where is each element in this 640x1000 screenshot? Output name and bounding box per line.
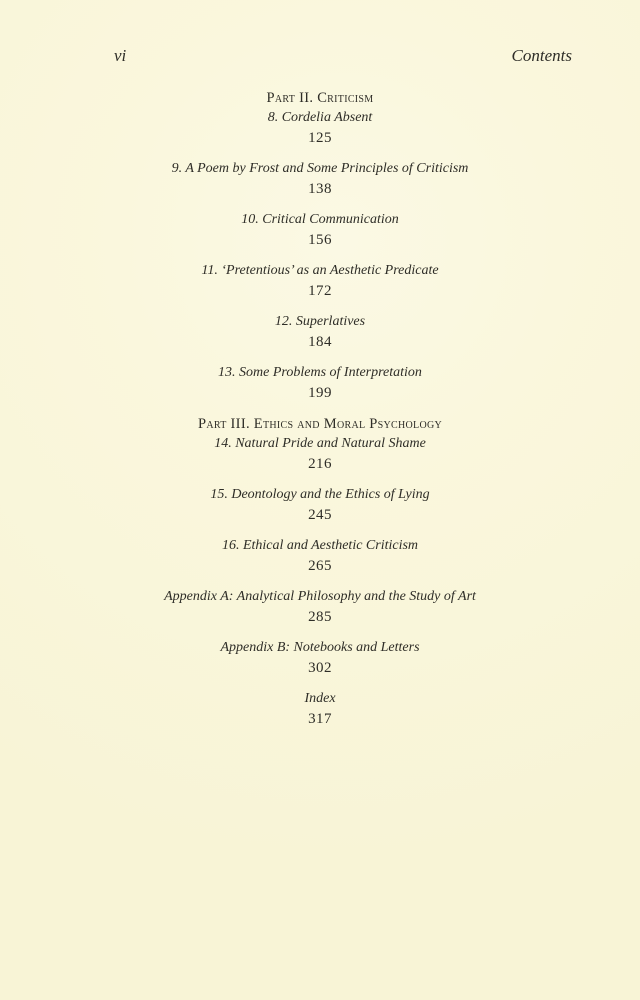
appendix-title: Appendix A: Analytical Philosophy and the Study of Art [164,589,476,604]
chapter-title: 10. Critical Communication [241,212,399,227]
chapter-title: 9. A Poem by Frost and Some Principles of Criticism [171,161,469,176]
page-number: 245 [308,507,332,523]
part-ii-heading: Part II. Criticism [266,90,374,106]
toc-entry-chapter-16 [0,536,640,576]
running-head-title: Contents [511,46,572,65]
chapter-title: 8. Cordelia Absent [267,110,373,125]
appendix-title: Appendix B: Notebooks and Letters [220,640,420,655]
toc-entry-appendix-b [0,638,640,678]
page-number: 285 [308,609,332,625]
toc-entry-chapter-10 [0,210,640,250]
page-number: 156 [308,232,332,248]
table-of-contents [0,88,640,729]
toc-entry-chapter-13 [0,363,640,403]
index-title: Index [304,691,336,706]
toc-entry-index [0,689,640,729]
page-number: 172 [308,283,332,299]
page-number: 216 [308,456,332,472]
page-number: 138 [308,181,332,197]
page-number: 302 [308,660,332,676]
chapter-title: 16. Ethical and Aesthetic Criticism [221,538,419,553]
toc-entry-chapter-12 [0,312,640,352]
chapter-title: 13. Some Problems of Interpretation [218,365,422,380]
page-number-roman: vi [114,46,127,65]
toc-entry-chapter-11 [0,261,640,301]
toc-entry-appendix-a [0,587,640,627]
chapter-title: 11. ‘Pretentious’ as an Aesthetic Predicate [201,263,439,278]
toc-entry-chapter-14 [0,434,640,474]
page-number: 199 [308,385,332,401]
chapter-title: 15. Deontology and the Ethics of Lying [210,487,430,502]
chapter-title: 12. Superlatives [274,314,366,329]
page-number: 125 [308,130,332,146]
page-number: 265 [308,558,332,574]
part-iii-heading: Part III. Ethics and Moral Psychology [197,416,443,432]
page-number: 184 [308,334,332,350]
running-head [0,46,640,70]
toc-entry-chapter-15 [0,485,640,525]
toc-entry-chapter-8 [0,108,640,148]
toc-entry-chapter-9 [0,159,640,199]
chapter-title: 14. Natural Pride and Natural Shame [214,436,426,451]
page-number: 317 [308,711,332,727]
